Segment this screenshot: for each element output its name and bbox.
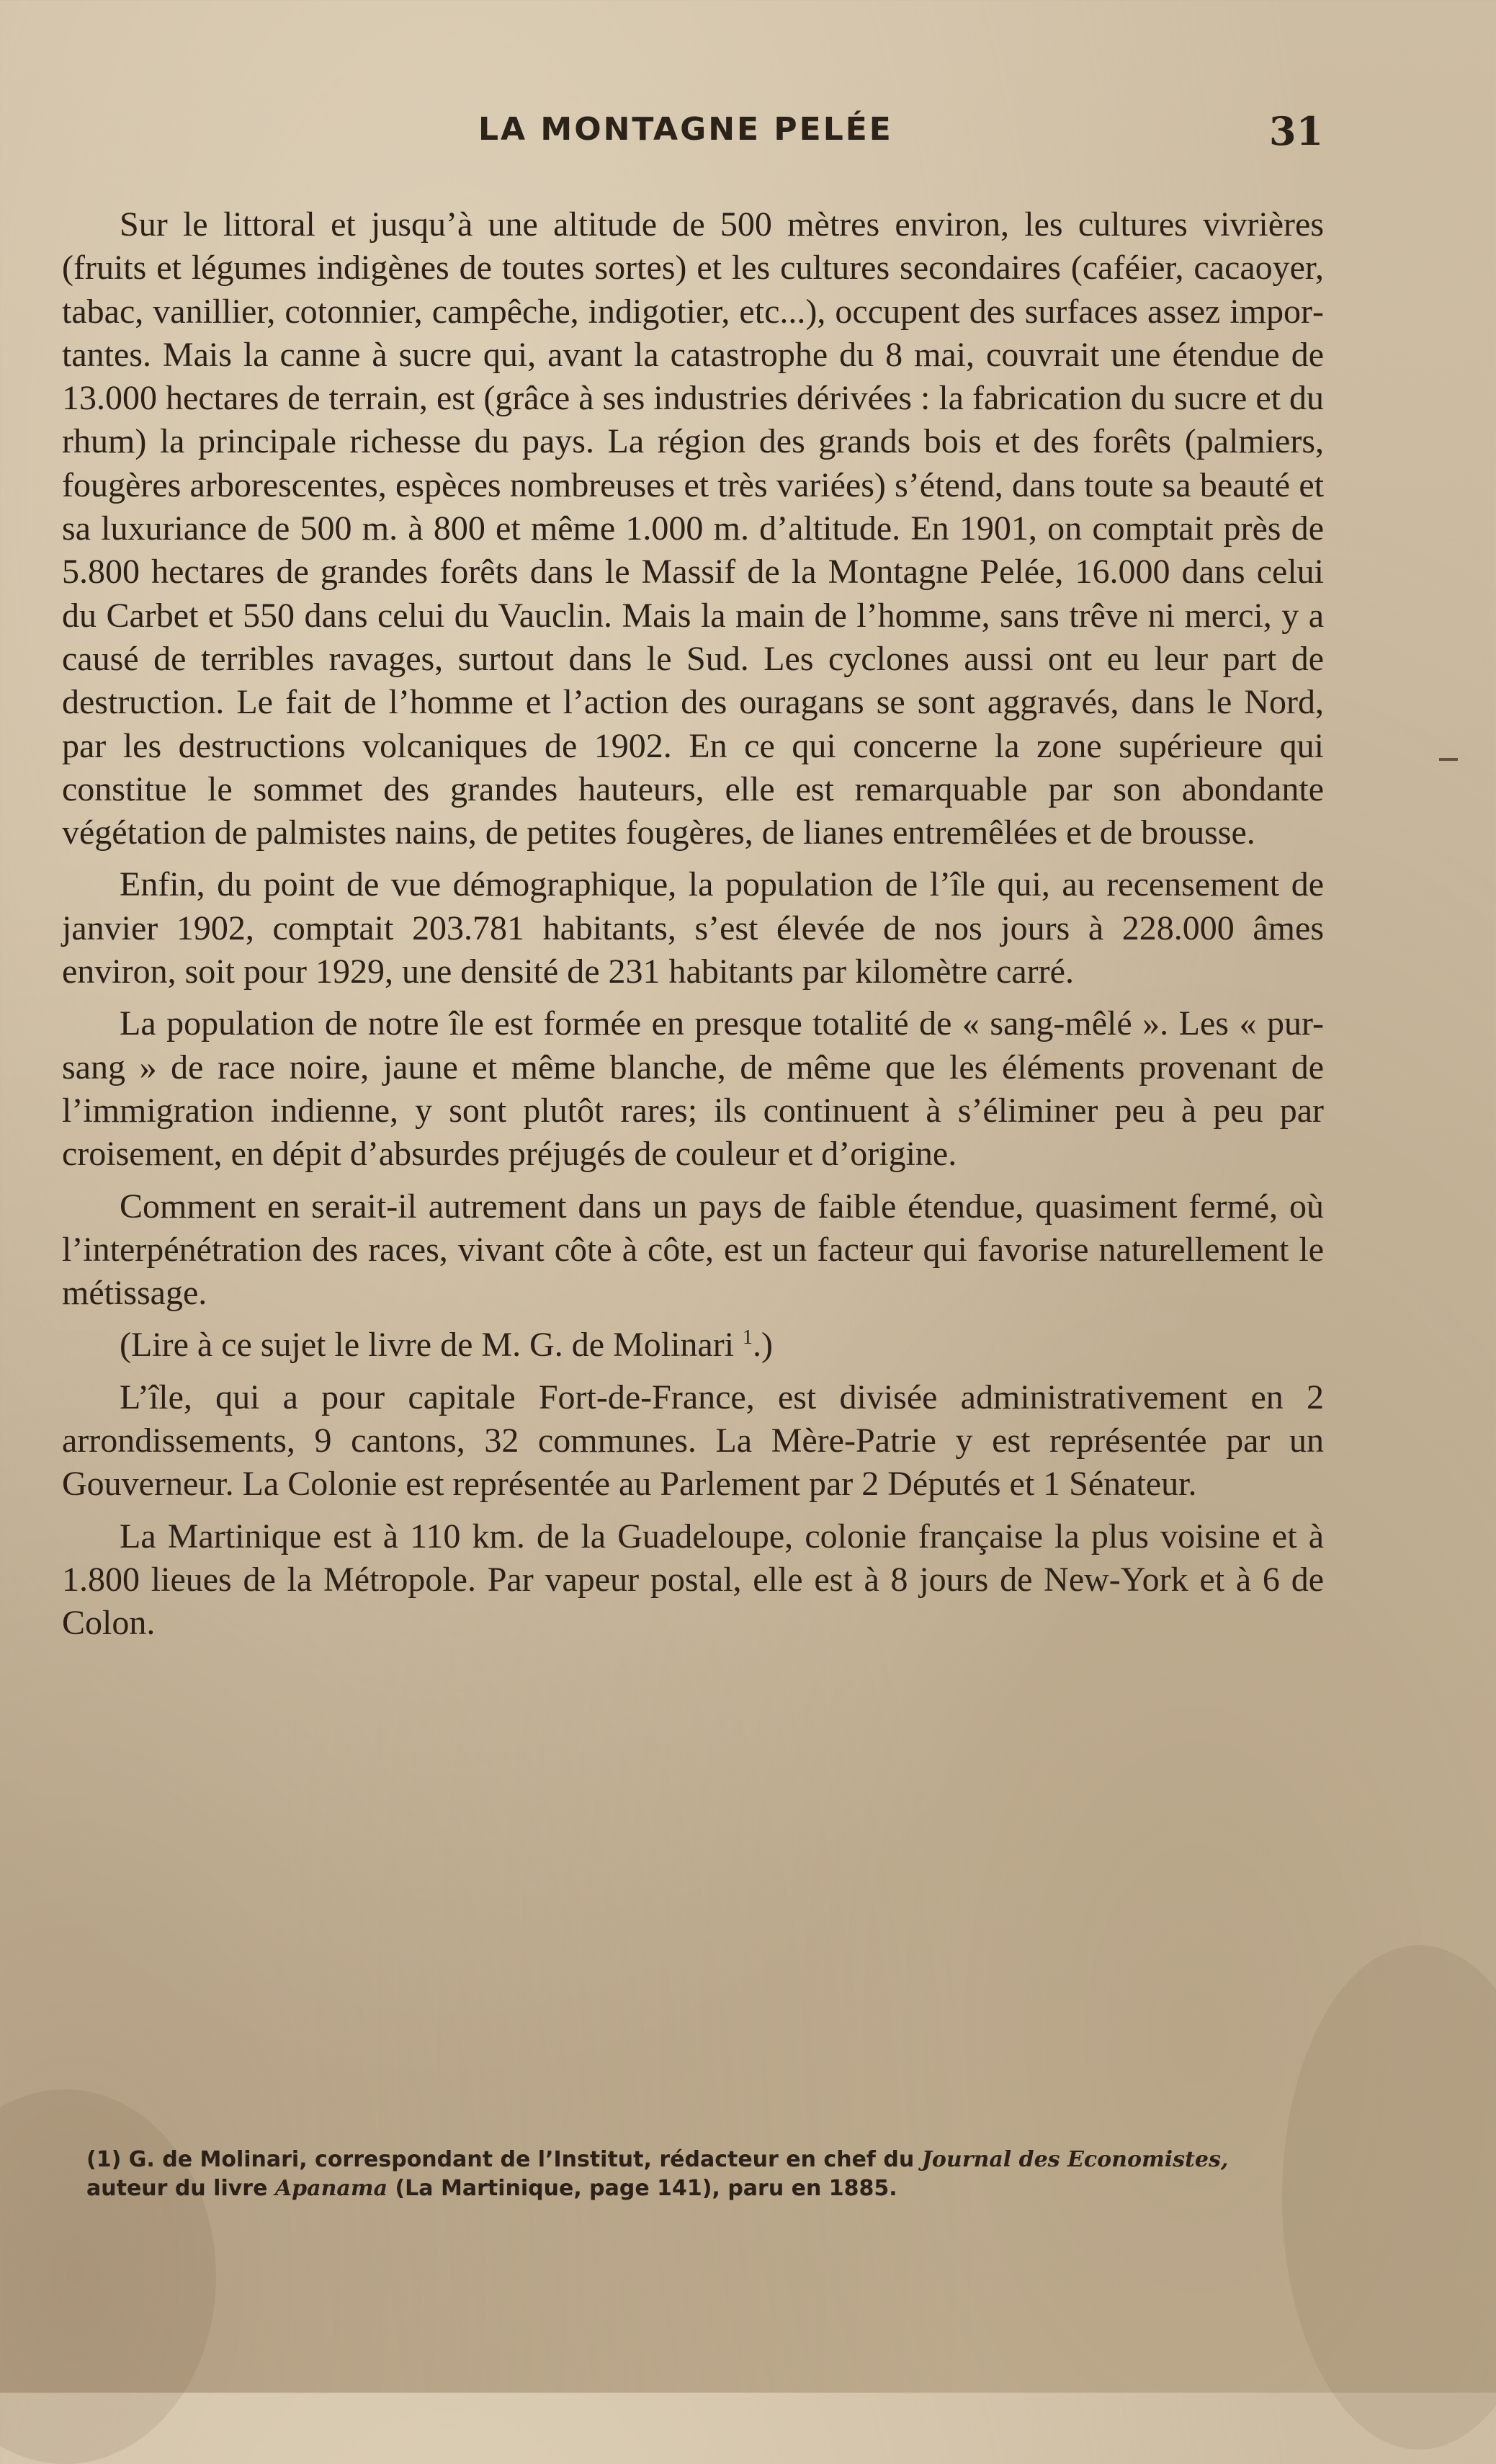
footnote-reference[interactable]: 1 — [743, 1326, 753, 1349]
footnote-text: G. de Molinari, correspondant de l’Institut, rédacteur en chef du — [128, 2147, 915, 2172]
paragraph: Sur le littoral et jusqu’à une altitude de 500 mètres environ, les cultures vivrières (fruits et légumes indigènes de toutes sortes) et les cultures secondaires (caféier, cacaoyer, tabac, vanillier, cotonnier, campêche, indigotier, etc...), occupent des surfaces assez importantes. Mais la canne à sucre qui, avant la catastrophe du 8 mai, couvrait une étendue de 13.000 hectares de terrain, est (grâce à ses industries dérivées : la fabrication du sucre et du rhum) la principale richesse du pays. La région des grands bois et des forêts (palmiers, fougères arborescentes, espèces nombreuses et très variées) s’étend, dans toute sa beauté et sa luxuriance de 500 m. à 800 et même 1.000 m. d’altitude. En 1901, on comptait près de 5.800 hectares de grandes forêts dans le Massif de la Montagne Pelée, 16.000 dans celui du Carbet et 550 dans celui du Vauclin. Mais la main de l’homme, sans trêve ni merci, y a causé de terribles ravages, surtout dans le Sud. Les cyclones aussi ont eu leur part de destruction. Le fait de l’homme et l’action des ouragans se sont aggravés, dans le Nord, par les destructions volcaniques de 1902. En ce qui concerne la zone supérieure qui constitue le sommet des grandes hauteurs, elle est remarquable par son abondante végétation de palmistes nains, de petites fougères, de lianes entremêlées et de brousse. — [62, 205, 1324, 852]
page-number: 31 — [1269, 108, 1324, 154]
paragraph: La population de notre île est formée en presque totalité de « sang-mêlé ». Les « pur-sang » de race noire, jaune et même blanche, de même que les éléments provenant de l’immigration indienne, y sont plutôt rares; ils continuent à s’éliminer peu à peu par croisement, en dépit d’absurdes préjugés de couleur et d’origine. — [62, 1004, 1324, 1174]
paragraph: La Martinique est à 110 km. de la Guadeloupe, colonie française la plus voisine et à 1.800 lieues de la Métropole. Par vapeur postal, elle est à 8 jours de New-York et à 6 de Colon. — [62, 1517, 1324, 1643]
paragraph: Comment en serait-il autrement dans un pays de faible étendue, quasiment fermé, où l’interpénétration des races, vivant côte à côte, est un facteur qui favorise naturellement le métissage. — [62, 1187, 1324, 1313]
footnote — [86, 2146, 1325, 2203]
running-head — [0, 108, 1496, 159]
footnote-text: auteur du livre — [86, 2176, 268, 2201]
running-title: LA MONTAGNE PELÉE — [478, 111, 893, 148]
reference-text-end: .) — [753, 1326, 774, 1365]
footnote-line — [86, 2174, 1325, 2203]
paragraph: L’île, qui a pour capitale Fort-de-France, est divisée administrativement en 2 arrondissements, 9 cantons, 32 communes. La Mère-Patrie y est représentée par un Gouverneur. La Colonie est représentée au Parlement par 2 Députés et 1 Sénateur. — [62, 1378, 1324, 1504]
footnote-journal-title: Journal des Economistes, — [921, 2147, 1229, 2172]
footnote-text: (La Martinique, page 141), paru en 1885. — [395, 2176, 897, 2201]
footnote-marker: (1) — [86, 2147, 122, 2172]
paragraph-reference — [62, 1323, 1324, 1367]
body-text — [62, 203, 1324, 1654]
footnote-book-title: Apanama — [274, 2176, 388, 2201]
paragraph: Enfin, du point de vue démographique, la population de l’île qui, au recensement de janvier 1902, comptait 203.781 habitants, s’est élevée de nos jours à 228.000 âmes environ, soit pour 1929, une densité de 231 habitants par kilomètre carré. — [62, 865, 1324, 991]
margin-mark — [1439, 758, 1458, 761]
footnote-line — [86, 2146, 1325, 2174]
reference-text: (Lire à ce sujet le livre de M. G. de Molinari — [120, 1326, 743, 1365]
